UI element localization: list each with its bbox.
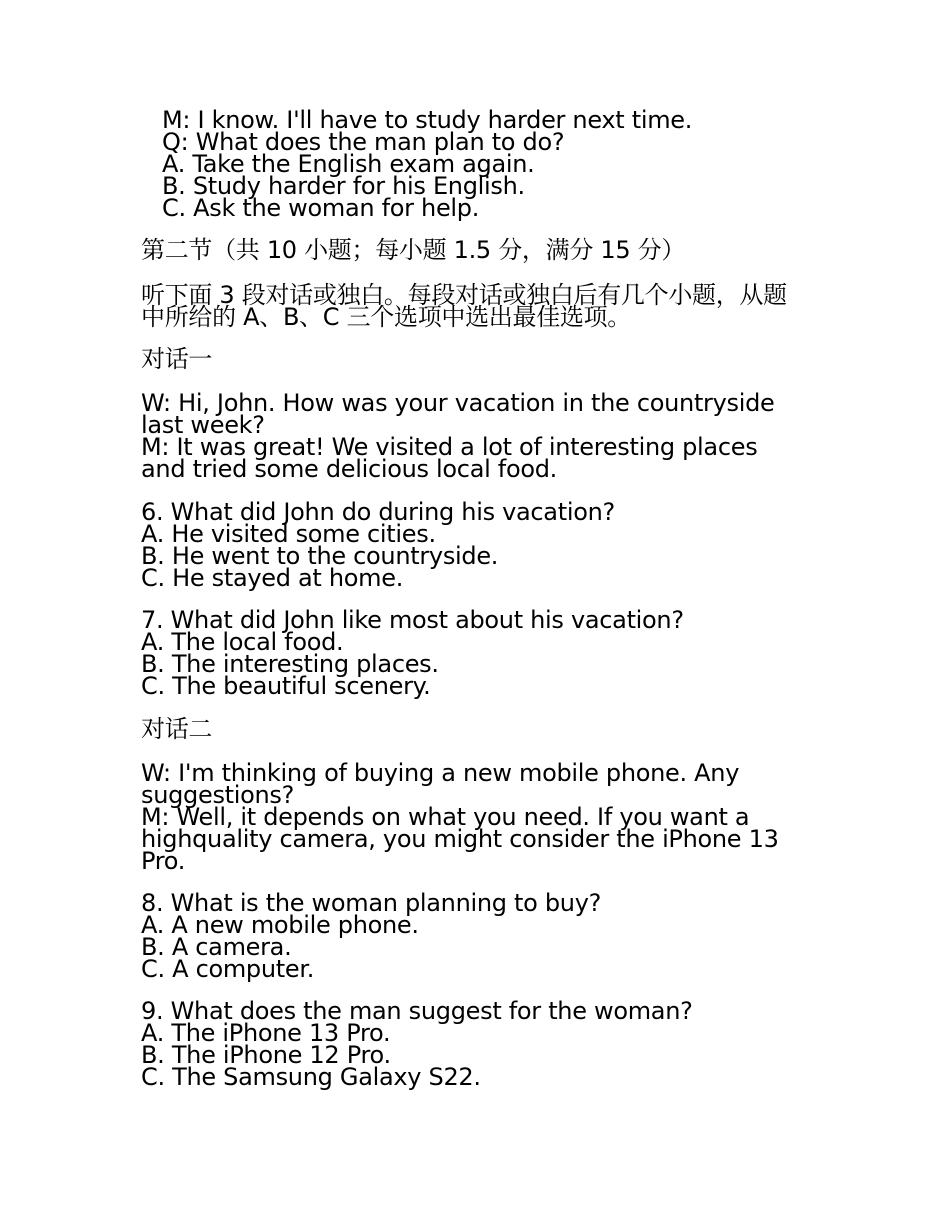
option-a: A. The local food.: [141, 628, 344, 656]
question-text: Q: What does the man plan to do?: [162, 128, 565, 156]
transcript-line: W: Hi, John. How was your vacation in the countryside: [141, 389, 775, 417]
transcript-line: and tried some delicious local food.: [141, 455, 557, 483]
option-c: C. Ask the woman for help.: [162, 194, 480, 222]
option-c: C. He stayed at home.: [141, 564, 404, 592]
question-9: [141, 997, 821, 1091]
section-instructions: [141, 281, 821, 331]
transcript-line: suggestions?: [141, 781, 295, 809]
question-text: 8. What is the woman planning to buy?: [141, 889, 602, 917]
option-c: C. A computer.: [141, 955, 315, 983]
option-a: A. The iPhone 13 Pro.: [141, 1019, 391, 1047]
dialogue-2-title: 对话二: [141, 715, 213, 743]
dialogue-1-title: 对话一: [141, 345, 213, 373]
transcript-line: Pro.: [141, 847, 186, 875]
option-b: B. Study harder for his English.: [162, 172, 525, 200]
instructions-line: 听下面 3 段对话或独白。每段对话或独白后有几个小题，从题: [141, 281, 787, 309]
transcript-line: M: It was great! We visited a lot of interesting places: [141, 433, 758, 461]
option-b: B. A camera.: [141, 933, 292, 961]
option-b: B. The interesting places.: [141, 650, 439, 678]
transcript-line: last week?: [141, 411, 265, 439]
instructions-line: 中所给的 A、B、C 三个选项中选出最佳选项。: [141, 303, 631, 331]
question-text: 6. What did John do during his vacation?: [141, 498, 615, 526]
option-b: B. He went to the countryside.: [141, 542, 499, 570]
dialogue-2-transcript: [141, 759, 821, 875]
question-7: [141, 606, 821, 700]
section-heading: 第二节（共 10 小题；每小题 1.5 分，满分 15 分）: [141, 236, 686, 264]
option-c: C. The beautiful scenery.: [141, 672, 431, 700]
question-text: 9. What does the man suggest for the woman?: [141, 997, 693, 1025]
transcript-line: M: Well, it depends on what you need. If you want a: [141, 803, 750, 831]
dialogue-1-title-block: [141, 345, 821, 373]
option-b: B. The iPhone 12 Pro.: [141, 1041, 391, 1069]
transcript-line: M: I know. I'll have to study harder next time.: [162, 106, 693, 134]
option-a: A. Take the English exam again.: [162, 150, 535, 178]
dialogue-2-title-block: [141, 715, 821, 743]
option-c: C. The Samsung Galaxy S22.: [141, 1063, 481, 1091]
dialogue-1-transcript: [141, 389, 821, 483]
previous-question-block: [162, 106, 842, 222]
question-8: [141, 889, 821, 983]
transcript-line: W: I'm thinking of buying a new mobile phone. Any: [141, 759, 740, 787]
section-heading-block: [141, 236, 821, 264]
question-6: [141, 498, 821, 592]
option-a: A. He visited some cities.: [141, 520, 436, 548]
question-text: 7. What did John like most about his vacation?: [141, 606, 684, 634]
option-a: A. A new mobile phone.: [141, 911, 419, 939]
transcript-line: highquality camera, you might consider the iPhone 13: [141, 825, 779, 853]
